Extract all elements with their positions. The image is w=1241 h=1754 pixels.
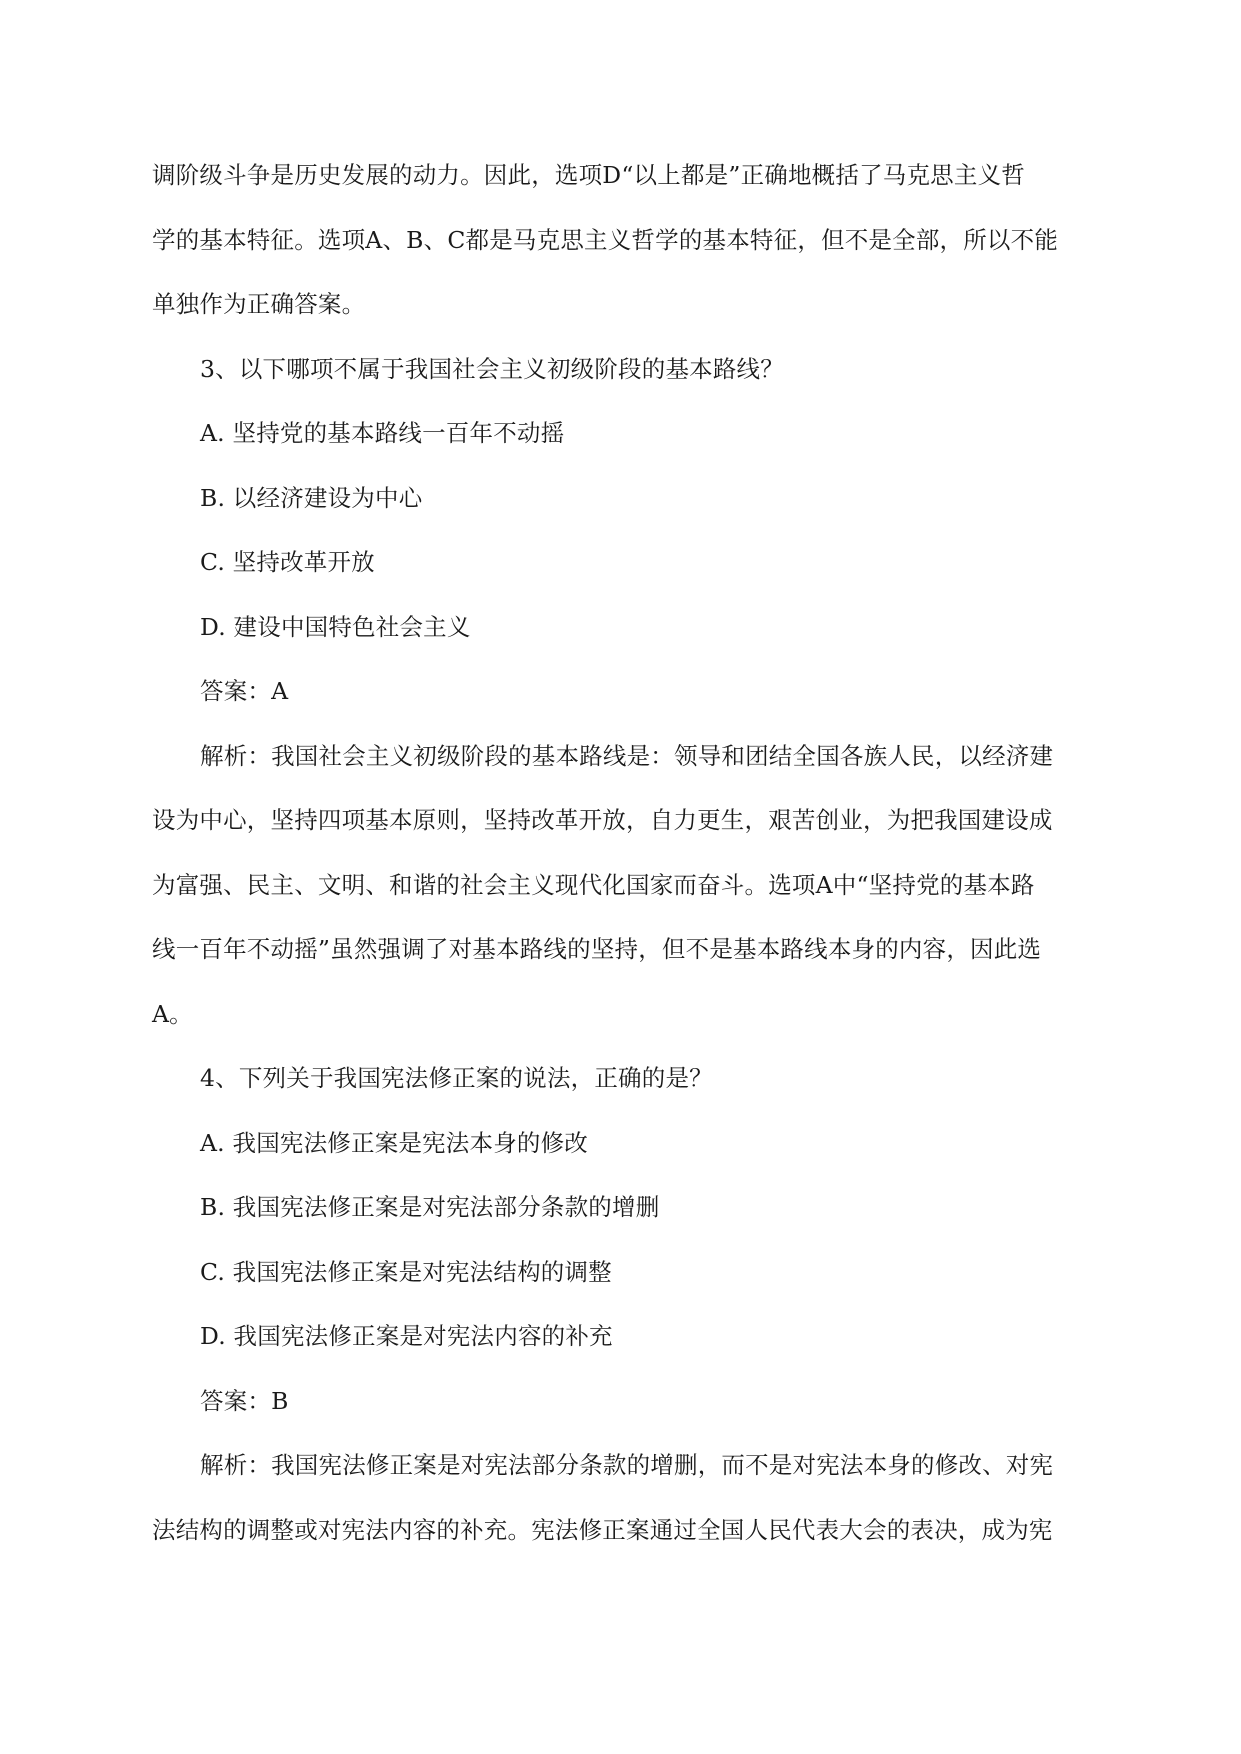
question-3-option-a: A. 坚持党的基本路线一百年不动摇 [200, 419, 565, 447]
question-3-title: 3、以下哪项不属于我国社会主义初级阶段的基本路线？ [200, 354, 784, 383]
text-line: 学的基本特征。选项A、B、C都是马克思主义哲学的基本特征，但不是全部，所以不能 [152, 225, 1059, 254]
question-4-option-b: B. 我国宪法修正案是对宪法部分条款的增删 [200, 1193, 660, 1221]
question-3-option-d: D. 建设中国特色社会主义 [200, 612, 471, 641]
question-3-answer: 答案：A [200, 677, 289, 705]
text-line: 单独作为正确答案。 [152, 290, 366, 318]
question-3-option-b: B. 以经济建设为中心 [200, 483, 423, 512]
question-4-option-d: D. 我国宪法修正案是对宪法内容的补充 [200, 1322, 613, 1350]
text-line: 调阶级斗争是历史发展的动力。因此，选项D“以上都是”正确地概括了马克思主义哲 [152, 161, 1025, 189]
question-3-explanation: 解析：我国社会主义初级阶段的基本路线是：领导和团结全国各族人民，以经济建 [200, 741, 1054, 770]
text-line: 线一百年不动摇”虽然强调了对基本路线的坚持，但不是基本路线本身的内容，因此选 [152, 935, 1042, 963]
question-3-option-c: C. 坚持改革开放 [200, 548, 375, 576]
text-line: A。 [152, 999, 193, 1028]
question-4-option-a: A. 我国宪法修正案是宪法本身的修改 [200, 1128, 589, 1157]
question-4-explanation: 解析：我国宪法修正案是对宪法部分条款的增删，而不是对宪法本身的修改、对宪 [200, 1451, 1054, 1479]
text-line: 设为中心，坚持四项基本原则，坚持改革开放，自力更生，艰苦创业，为把我国建设成 [152, 806, 1053, 834]
question-4-answer: 答案：B [200, 1386, 289, 1415]
text-line: 为富强、民主、文明、和谐的社会主义现代化国家而奋斗。选项A中“坚持党的基本路 [152, 870, 1035, 899]
question-4-option-c: C. 我国宪法修正案是对宪法结构的调整 [200, 1257, 612, 1286]
question-4-title: 4、下列关于我国宪法修正案的说法，正确的是？ [200, 1064, 713, 1092]
text-line: 法结构的调整或对宪法内容的补充。宪法修正案通过全国人民代表大会的表决，成为宪 [152, 1515, 1053, 1544]
document-page [152, 143, 1092, 1562]
